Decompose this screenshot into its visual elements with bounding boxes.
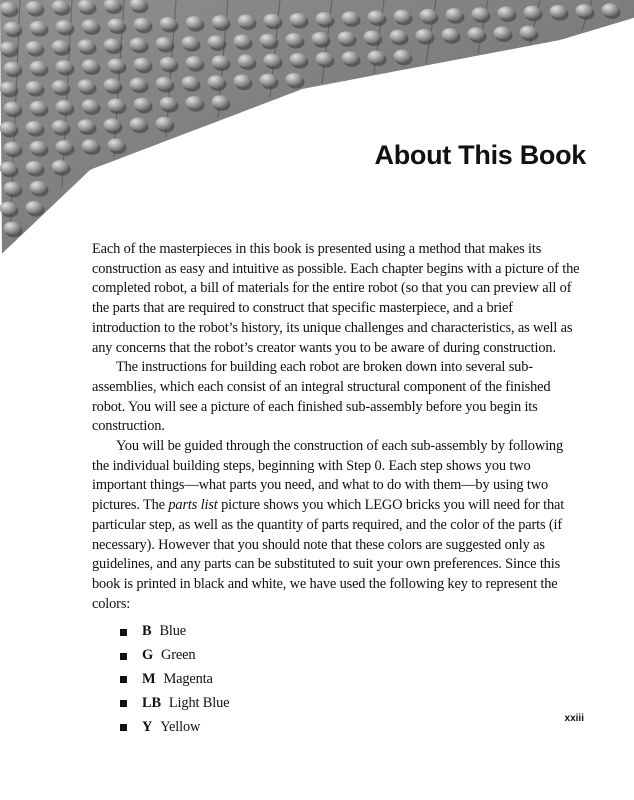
lego-stud bbox=[442, 28, 459, 41]
lego-stud bbox=[52, 40, 69, 53]
lego-stud bbox=[82, 59, 99, 72]
lego-stud bbox=[208, 75, 225, 88]
color-key-item bbox=[120, 692, 582, 716]
lego-stud bbox=[52, 80, 69, 93]
lego-stud bbox=[4, 22, 21, 35]
lego-stud bbox=[342, 51, 359, 64]
lego-stud bbox=[56, 100, 73, 113]
lego-stud bbox=[52, 160, 69, 173]
lego-stud bbox=[368, 10, 385, 23]
lego-stud bbox=[290, 13, 307, 26]
color-name: Yellow bbox=[160, 718, 201, 735]
lego-stud bbox=[82, 139, 99, 152]
page-title: About This Book bbox=[374, 140, 586, 170]
lego-stud bbox=[186, 96, 203, 109]
lego-stud bbox=[238, 14, 255, 27]
color-code: Y bbox=[142, 718, 153, 735]
lego-stud bbox=[602, 3, 619, 16]
lego-stud bbox=[156, 117, 173, 130]
lego-stud bbox=[390, 30, 407, 43]
lego-stud bbox=[78, 79, 95, 92]
lego-stud bbox=[108, 98, 125, 111]
lego-stud bbox=[26, 41, 43, 54]
lego-stud bbox=[134, 58, 151, 71]
lego-stud bbox=[182, 36, 199, 49]
lego-stud bbox=[156, 77, 173, 90]
lego-stud bbox=[498, 6, 515, 19]
lego-stud bbox=[494, 26, 511, 39]
lego-stud bbox=[368, 50, 385, 63]
lego-stud bbox=[4, 222, 21, 235]
lego-stud bbox=[234, 34, 251, 47]
square-bullet-icon bbox=[120, 653, 127, 660]
lego-stud bbox=[472, 7, 489, 20]
lego-stud bbox=[312, 32, 329, 45]
lego-stud bbox=[104, 78, 121, 91]
lego-stud bbox=[342, 11, 359, 24]
lego-stud bbox=[264, 14, 281, 27]
lego-stud bbox=[286, 73, 303, 86]
lego-stud bbox=[4, 62, 21, 75]
color-key-list bbox=[92, 620, 582, 739]
lego-stud bbox=[30, 101, 47, 114]
lego-stud bbox=[52, 120, 69, 133]
lego-stud bbox=[52, 0, 69, 13]
lego-bricks-header-image bbox=[0, 0, 634, 260]
lego-stud bbox=[134, 18, 151, 31]
lego-stud bbox=[0, 2, 17, 15]
lego-stud bbox=[234, 74, 251, 87]
parts-list-emphasis: parts list bbox=[168, 497, 218, 514]
lego-stud bbox=[130, 78, 147, 91]
paragraph-3: You will be guided through the construction of each sub-assembly by following the individual building steps, beginning with Step 0. Each step shows you two important things—what parts you need, and what to do with them—by using two pictures. The parts list picture shows you which LEGO bricks you will need for that particular step, as well as the quantity of parts required, and the color of the parts (if necessary). However that you should note that these colors are suggested only as guidelines, and any parts can be substituted to suit your own preferences. Since this book is printed in black and white, we have used the following key to represent the colors: bbox=[92, 438, 565, 612]
lego-stud bbox=[160, 17, 177, 30]
color-code: G bbox=[142, 647, 154, 664]
lego-stud bbox=[56, 60, 73, 73]
color-code: B bbox=[142, 623, 152, 640]
lego-stud bbox=[238, 54, 255, 67]
color-key-item bbox=[120, 620, 582, 644]
square-bullet-icon bbox=[120, 676, 127, 683]
lego-stud bbox=[212, 55, 229, 68]
lego-stud bbox=[30, 181, 47, 194]
lego-stud bbox=[520, 26, 537, 39]
lego-stud bbox=[550, 5, 567, 18]
lego-stud bbox=[394, 50, 411, 63]
lego-stud bbox=[4, 102, 21, 115]
lego-stud bbox=[290, 53, 307, 66]
lego-stud bbox=[364, 30, 381, 43]
lego-stud bbox=[30, 61, 47, 74]
lego-stud bbox=[208, 35, 225, 48]
color-code: LB bbox=[142, 694, 161, 711]
lego-stud bbox=[56, 140, 73, 153]
color-name: Light Blue bbox=[168, 694, 230, 711]
color-key-item bbox=[120, 668, 582, 692]
lego-stud bbox=[416, 29, 433, 42]
lego-stud bbox=[130, 118, 147, 131]
lego-stud bbox=[160, 97, 177, 110]
lego-stud bbox=[26, 121, 43, 134]
lego-stud bbox=[30, 21, 47, 34]
lego-stud bbox=[130, 38, 147, 51]
lego-stud bbox=[316, 12, 333, 25]
lego-stud bbox=[212, 15, 229, 28]
lego-stud bbox=[134, 98, 151, 111]
square-bullet-icon bbox=[120, 700, 127, 707]
lego-stud bbox=[186, 16, 203, 29]
lego-stud bbox=[446, 8, 463, 21]
lego-stud bbox=[264, 54, 281, 67]
body-text bbox=[92, 240, 582, 739]
lego-stud bbox=[4, 142, 21, 155]
lego-stud bbox=[160, 57, 177, 70]
lego-stud bbox=[0, 202, 17, 215]
lego-stud bbox=[82, 19, 99, 32]
lego-stud bbox=[212, 95, 229, 108]
lego-stud bbox=[524, 6, 541, 19]
lego-stud bbox=[78, 39, 95, 52]
lego-stud bbox=[156, 37, 173, 50]
lego-stud bbox=[56, 20, 73, 33]
lego-stud bbox=[260, 74, 277, 87]
color-name: Green bbox=[161, 647, 196, 664]
lego-stud bbox=[78, 119, 95, 132]
lego-stud bbox=[338, 31, 355, 44]
lego-stud bbox=[576, 4, 593, 17]
paragraph-1: Each of the masterpieces in this book is presented using a method that makes its construction as easy and intuitive as possible. Each chapter begins with a picture of the completed robot, a bill of materials for the entire robot (so that you can preview all of the parts that are required to construct that specific masterpiece, and a brief introduction to the robot’s history, its unique challenges and characteristics, as well as any concerns that the robot’s creator wants you to be aware of during construction. bbox=[92, 241, 580, 356]
lego-stud bbox=[0, 162, 17, 175]
lego-stud bbox=[26, 1, 43, 14]
color-code: M bbox=[142, 670, 156, 687]
lego-stud bbox=[30, 141, 47, 154]
lego-stud bbox=[182, 76, 199, 89]
color-key-item bbox=[120, 716, 582, 740]
lego-stud bbox=[108, 138, 125, 151]
lego-stud bbox=[26, 201, 43, 214]
lego-stud bbox=[0, 82, 17, 95]
lego-stud bbox=[420, 9, 437, 22]
lego-stud bbox=[286, 33, 303, 46]
lego-stud bbox=[316, 52, 333, 65]
lego-stud bbox=[26, 81, 43, 94]
square-bullet-icon bbox=[120, 629, 127, 636]
lego-stud bbox=[82, 99, 99, 112]
lego-stud bbox=[104, 38, 121, 51]
square-bullet-icon bbox=[120, 724, 127, 731]
lego-stud bbox=[0, 122, 17, 135]
lego-stud bbox=[108, 58, 125, 71]
page-number: xxiii bbox=[564, 713, 584, 724]
lego-stud bbox=[108, 18, 125, 31]
lego-stud bbox=[104, 118, 121, 131]
lego-stud bbox=[394, 10, 411, 23]
lego-stud bbox=[4, 182, 21, 195]
color-name: Magenta bbox=[163, 670, 213, 687]
paragraph-2: The instructions for building each robot are broken down into several sub-assemblies, which each consist of an integral structural component of the finished robot. You will see a picture of each finished sub-assembly before you begin its construction. bbox=[92, 359, 551, 435]
lego-stud bbox=[0, 42, 17, 55]
lego-stud bbox=[186, 56, 203, 69]
lego-stud bbox=[26, 161, 43, 174]
lego-stud bbox=[260, 34, 277, 47]
color-name: Blue bbox=[159, 623, 187, 640]
color-key-item bbox=[120, 644, 582, 668]
lego-stud bbox=[468, 27, 485, 40]
